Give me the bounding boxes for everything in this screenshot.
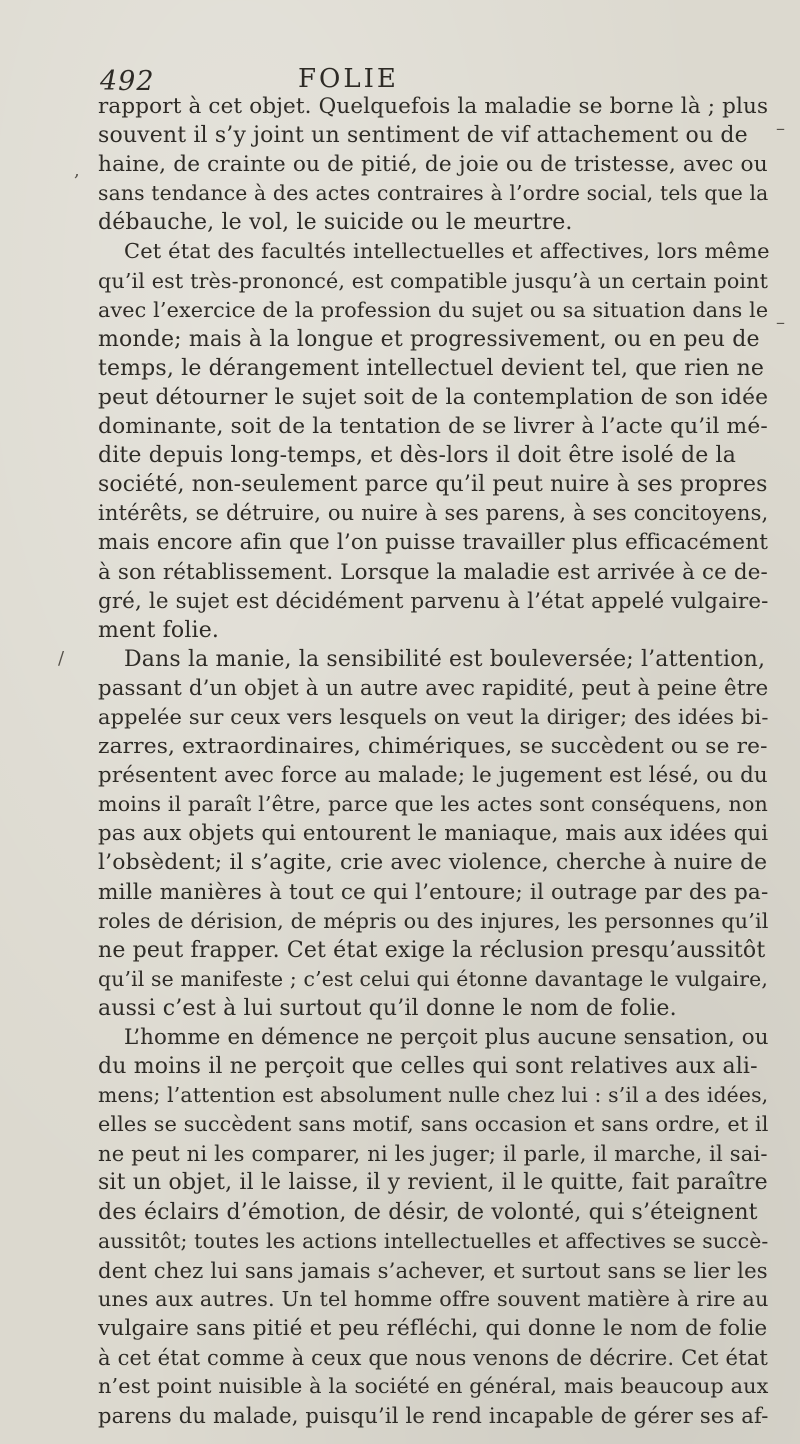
text-line: unes aux autres. Un tel homme offre souvent matière à rire au <box>98 1286 769 1311</box>
text-line: sit un objet, il le laisse, il y revient, il le quitte, fait paraître <box>98 1170 768 1196</box>
text-line: passant d’un objet à un autre avec rapidité, peut à peine être <box>98 675 769 701</box>
text-line: Dans la manie, la sensibilité est bouleversée; l’attention, <box>124 646 766 672</box>
text-line: à cet état comme à ceux que nous venons de décrire. Cet état <box>98 1345 769 1371</box>
text-line: moins il paraît l’être, parce que les actes sont conséquens, non <box>98 792 768 817</box>
text-line: des éclairs d’émotion, de désir, de volonté, qui s’éteignent <box>98 1199 758 1225</box>
margin-mark: , <box>74 160 80 181</box>
text-line: ment folie. <box>98 617 220 643</box>
text-line: appelée sur ceux vers lesquels on veut la diriger; des idées bi- <box>98 704 769 729</box>
text-line: aussi c’est à lui surtout qu’il donne le nom de folie. <box>98 995 677 1021</box>
text-line: pas aux objets qui entourent le maniaque, mais aux idées qui <box>98 821 769 847</box>
margin-mark: – <box>776 312 785 333</box>
text-line: à son rétablissement. Lorsque la maladie est arrivée à ce de- <box>98 559 768 585</box>
text-line: sans tendance à des actes contraires à l’ordre social, tels que la <box>98 181 769 206</box>
margin-mark: – <box>776 118 785 139</box>
text-line: monde; mais à la longue et progressivement, ou en peu de <box>98 326 760 352</box>
text-line: dent chez lui sans jamais s’achever, et surtout sans se lier les <box>98 1257 768 1283</box>
running-head: FOLIE <box>298 64 399 94</box>
text-line: peut détourner le sujet soit de la contemplation de son idée <box>98 384 769 410</box>
text-line: mens; l’attention est absolument nulle chez lui : s’il a des idées, <box>98 1083 769 1108</box>
text-line: parens du malade, puisqu’il le rend incapable de gérer ses af- <box>98 1403 769 1429</box>
text-line: mais encore afin que l’on puisse travailler plus efficacément <box>98 530 769 556</box>
text-line: ne peut ni les comparer, ni les juger; il parle, il marche, il sai- <box>98 1141 768 1167</box>
text-line: débauche, le vol, le suicide ou le meurtre. <box>98 210 573 236</box>
text-line: du moins il ne perçoit que celles qui sont relatives aux ali- <box>98 1054 758 1080</box>
text-line: elles se succèdent sans motif, sans occasion et sans ordre, et il <box>98 1112 769 1137</box>
text-line: gré, le sujet est décidément parvenu à l’état appelé vulgaire- <box>98 588 769 614</box>
text-line: haine, de crainte ou de pitié, de joie ou de tristesse, avec ou <box>98 152 768 178</box>
text-line: L’homme en démence ne perçoit plus aucune sensation, ou <box>124 1025 769 1050</box>
text-line: ne peut frapper. Cet état exige la réclusion presqu’aussitôt <box>98 937 766 963</box>
text-line: temps, le dérangement intellectuel devient tel, que rien ne <box>98 355 765 381</box>
text-line: rapport à cet objet. Quelquefois la maladie se borne là ; plus <box>98 94 769 119</box>
text-line: intérêts, se détruire, ou nuire à ses parens, à ses concitoyens, <box>98 501 769 526</box>
text-line: aussitôt; toutes les actions intellectuelles et affectives se succè- <box>98 1228 769 1253</box>
text-line: souvent il s’y joint un sentiment de vif attachement ou de <box>98 123 748 149</box>
page-number: 492 <box>100 66 155 97</box>
text-line: roles de dérision, de mépris ou des injures, les personnes qu’il <box>98 908 769 933</box>
text-line: Cet état des facultés intellectuelles et affectives, lors même <box>124 239 770 264</box>
text-line: qu’il est très-prononcé, est compatible jusqu’à un certain point <box>98 268 769 293</box>
text-line: qu’il se manifeste ; c’est celui qui étonne davantage le vulgaire, <box>98 966 768 991</box>
text-line: dite depuis long-temps, et dès-lors il doit être isolé de la <box>98 443 736 469</box>
text-line: société, non-seulement parce qu’il peut nuire à ses propres <box>98 472 768 498</box>
text-line: n’est point nuisible à la société en général, mais beaucoup aux <box>98 1374 769 1399</box>
body-text <box>98 92 768 1430</box>
text-line: zarres, extraordinaires, chimériques, se succèdent ou se re- <box>98 734 768 760</box>
text-line: mille manières à tout ce qui l’entoure; il outrage par des pa- <box>98 879 769 905</box>
margin-mark: / <box>58 648 65 669</box>
text-line: présentent avec force au malade; le jugement est lésé, ou du <box>98 763 768 789</box>
text-line: vulgaire sans pitié et peu réfléchi, qui donne le nom de folie <box>98 1315 768 1341</box>
text-line: dominante, soit de la tentation de se livrer à l’acte qu’il mé- <box>98 414 768 440</box>
text-line: l’obsèdent; il s’agite, crie avec violence, cherche à nuire de <box>98 850 768 876</box>
text-line: avec l’exercice de la profession du sujet ou sa situation dans le <box>98 297 769 322</box>
